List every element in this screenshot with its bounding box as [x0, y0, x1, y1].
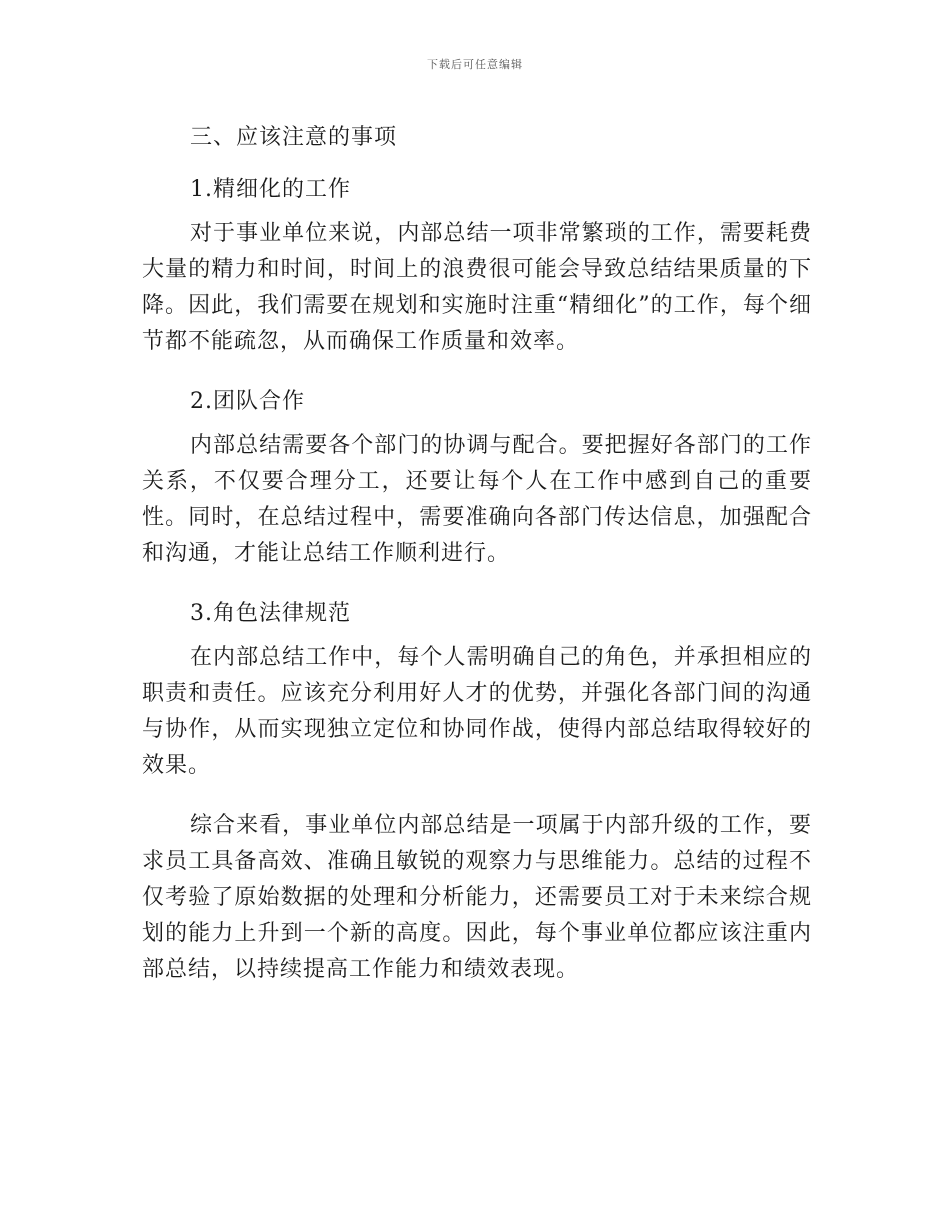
- paragraph-gap: [142, 800, 812, 808]
- item-paragraph-2: 内部总结需要各个部门的协调与配合。要把握好各部门的工作关系，不仅要合理分工，还要让每个人在工作中感到自己的重要性。同时，在总结过程中，需要准确向各部门传达信息，加强配合和沟通，才能让总结工作顺利进行。: [142, 433, 812, 566]
- item-heading-3: 3.角色法律规范: [190, 601, 351, 626]
- conclusion-paragraph: 综合来看，事业单位内部总结是一项属于内部升级的工作，要求员工具备高效、准确且敏锐的观察力与思维能力。总结的过程不仅考验了原始数据的处理和分析能力，还需要员工对于未来综合规划的能力上升到一个新的高度。因此，每个事业单位都应该注重内部总结，以持续提高工作能力和绩效表现。: [142, 813, 812, 982]
- item-heading-1: 1.精细化的工作: [190, 177, 351, 202]
- item-paragraph-3: 在内部总结工作中，每个人需明确自己的角色，并承担相应的职责和责任。应该充分利用好人才的优势，并强化各部门间的沟通与协作，从而实现独立定位和协同作战，使得内部总结取得较好的效果。: [142, 645, 812, 778]
- page-header-note: 下载后可任意编辑: [427, 58, 523, 71]
- item-paragraph-1: 对于事业单位来说，内部总结一项非常繁琐的工作，需要耗费大量的精力和时间，时间上的浪费很可能会导致总结结果质量的下降。因此，我们需要在规划和实施时注重“精细化”的工作，每个细节都不能疏忽，从而确保工作质量和效率。: [142, 221, 812, 354]
- item-heading-2: 2.团队合作: [190, 389, 305, 414]
- document-body: [142, 112, 812, 988]
- section-title: 三、应该注意的事项: [190, 125, 398, 150]
